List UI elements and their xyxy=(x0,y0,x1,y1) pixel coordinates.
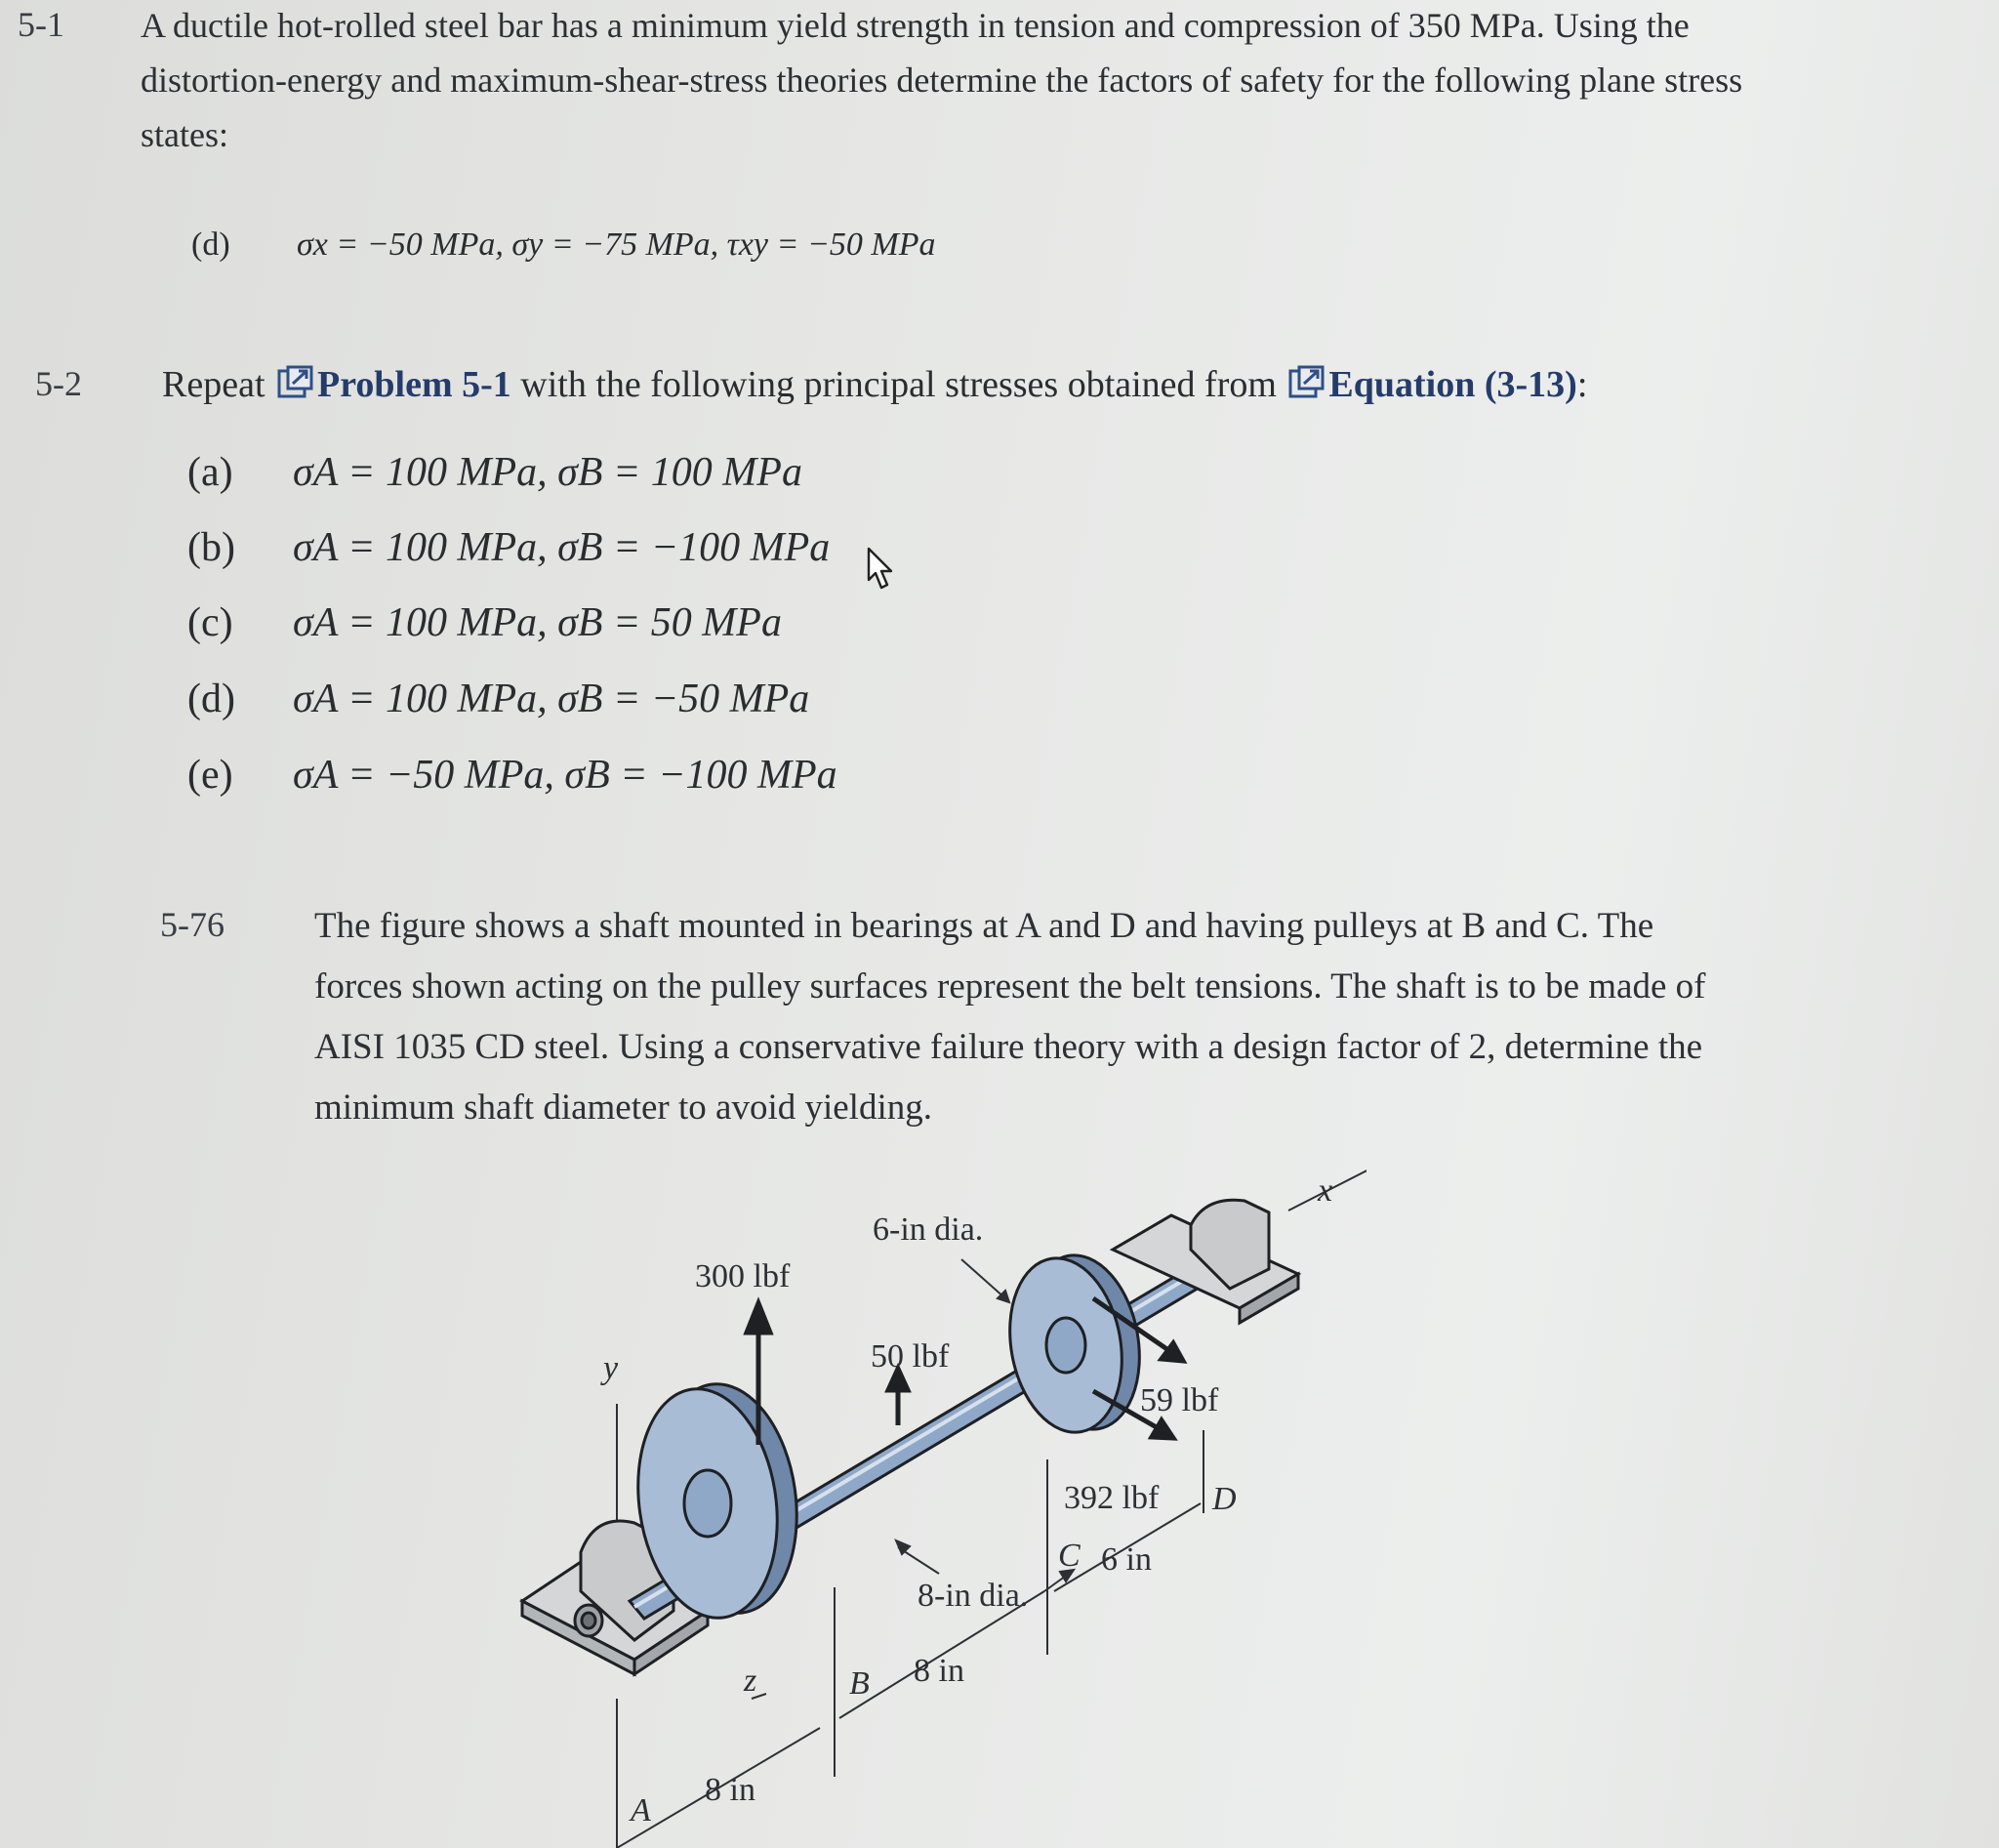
problem-5-2-part-a xyxy=(187,449,802,496)
problem-5-1-link[interactable]: Problem 5-1 xyxy=(317,364,511,405)
repeat-text: Repeat xyxy=(162,364,265,405)
label-b: B xyxy=(849,1665,870,1702)
mouse-cursor-icon xyxy=(859,547,898,597)
part-label: (d) xyxy=(187,677,235,721)
label-8-in-dia: 8-in dia. xyxy=(918,1578,1029,1614)
label-8-in-b: 8 in xyxy=(914,1653,964,1689)
label-8-in-a: 8 in xyxy=(705,1772,755,1808)
external-link-icon[interactable] xyxy=(276,365,313,410)
axis-z-label: z xyxy=(744,1663,757,1699)
part-label: (a) xyxy=(187,450,233,495)
equation-3-13-link[interactable]: Equation (3-13) xyxy=(1328,364,1577,405)
part-text: σA = 100 MPa, σB = −100 MPa xyxy=(293,525,831,570)
problem-5-2-part-b xyxy=(187,524,830,571)
problem-5-2-part-d xyxy=(187,676,809,722)
label-50-lbf: 50 lbf xyxy=(871,1338,950,1375)
label-59-lbf: 59 lbf xyxy=(1140,1382,1219,1418)
label-d: D xyxy=(1212,1481,1237,1517)
part-label: (c) xyxy=(187,600,233,645)
label-a: A xyxy=(631,1792,651,1828)
problem-5-76-text: The figure shows a shaft mounted in bearings at A and D and having pulleys at B and C. The forces shown acting on the pulley surfaces represent the belt tensions. The shaft is to be made of AISI 1035 CD steel. Using a conservative failure theory with a design factor of 2, determine the minimum shaft diameter to avoid yielding. xyxy=(314,906,1706,1128)
label-6-in: 6 in xyxy=(1101,1541,1152,1578)
part-text: σA = 100 MPa, σB = −50 MPa xyxy=(293,677,810,721)
problem-5-2-number: 5-2 xyxy=(35,364,82,403)
problem-5-1-part-d xyxy=(191,226,936,264)
colon: : xyxy=(1576,364,1588,405)
part-text: σA = −50 MPa, σB = −100 MPa xyxy=(293,753,837,798)
shaft-figure xyxy=(488,1152,1367,1848)
label-c: C xyxy=(1058,1538,1081,1574)
label-300-lbf: 300 lbf xyxy=(695,1258,791,1294)
problem-5-76-number: 5-76 xyxy=(160,905,224,944)
part-text: σA = 100 MPa, σB = 100 MPa xyxy=(293,450,802,495)
external-link-icon[interactable] xyxy=(1287,365,1325,410)
problem-5-1-number: 5-1 xyxy=(18,5,64,44)
part-label: (e) xyxy=(187,753,233,798)
axis-x-label: x xyxy=(1318,1172,1333,1209)
part-label: (b) xyxy=(187,525,235,570)
problem-5-2-part-c xyxy=(187,599,782,646)
part-label: (d) xyxy=(191,226,230,263)
label-392-lbf: 392 lbf xyxy=(1064,1480,1160,1516)
part-text: σA = 100 MPa, σB = 50 MPa xyxy=(293,600,782,645)
axis-y-label: y xyxy=(603,1350,619,1386)
part-text: σx = −50 MPa, σy = −75 MPa, τxy = −50 MPa xyxy=(297,226,936,263)
label-6-in-dia: 6-in dia. xyxy=(873,1211,984,1248)
problem-5-2-part-e xyxy=(187,752,837,799)
middle-text: with the following principal stresses obtained from xyxy=(520,364,1277,405)
problem-5-2-intro xyxy=(162,363,1587,410)
problem-5-1-text: A ductile hot-rolled steel bar has a minimum yield strength in tension and compression of 350 MPa. Using the distortion-energy and maximum-shear-stress theories determine the factors of safety for the following plane stress states: xyxy=(141,6,1743,154)
